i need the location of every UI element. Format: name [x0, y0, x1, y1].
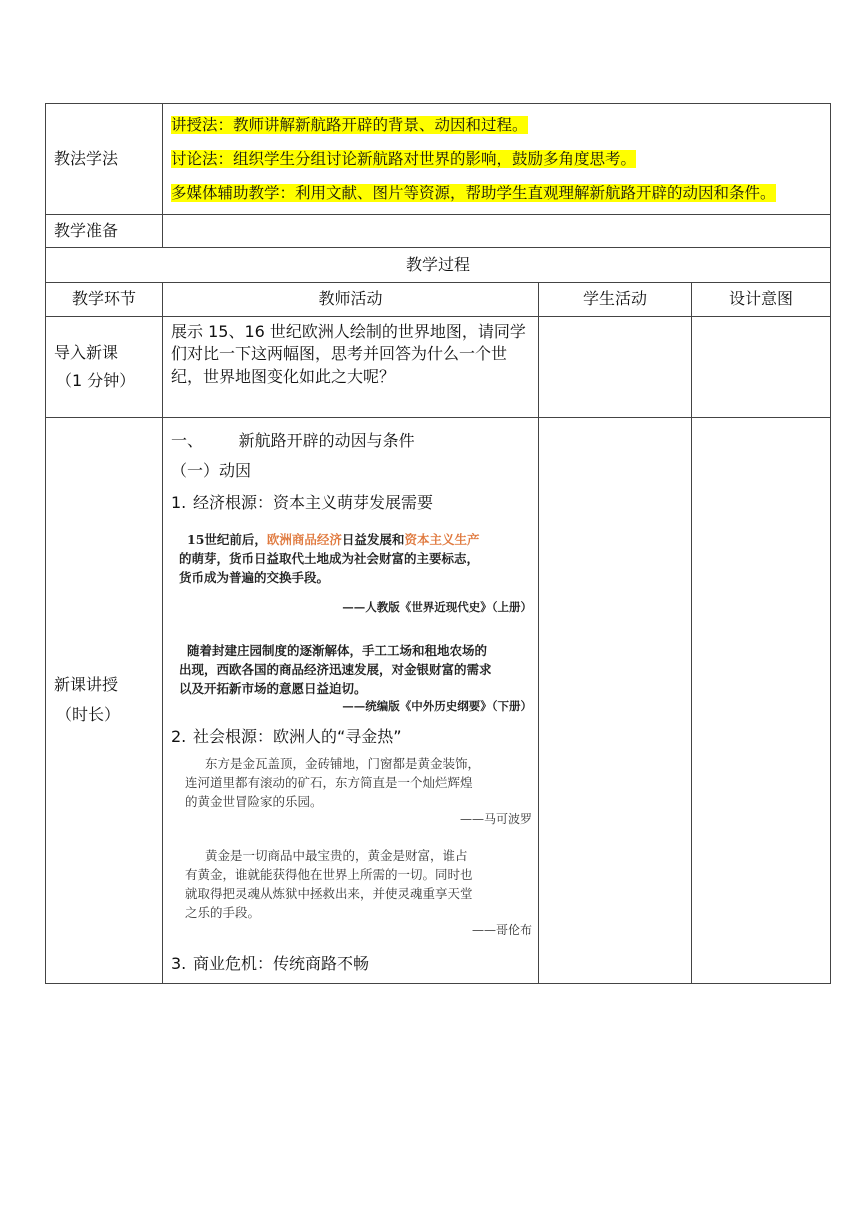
prep-label: 教学准备 — [46, 215, 163, 248]
process-title-row — [46, 248, 831, 283]
intro-teacher-activity: 展示 15、16 世纪欧洲人绘制的世界地图，请同学们对比一下这两幅图，思考并回答为什么一个世纪，世界地图变化如此之大呢？ — [163, 317, 539, 418]
intro-label-cell — [46, 317, 163, 418]
header-stage: 教学环节 — [46, 283, 163, 317]
point-3: 3. 商业危机：传统商路不畅 — [171, 953, 370, 973]
point-1: 1. 经济根源：资本主义萌芽发展需要 — [171, 493, 434, 512]
header-intent: 设计意图 — [692, 283, 831, 317]
lesson-label-cell — [46, 418, 163, 984]
method-discussion: 讨论法：组织学生分组讨论新航路对世界的影响，鼓励多角度思考。 — [171, 150, 637, 168]
method-multimedia: 多媒体辅助教学：利用文献、图片等资源，帮助学生直观理解新航路开辟的动因和条件。 — [171, 184, 776, 202]
quote-columbus: 黄金是一切商品中最宝贵的，黄金是财富，谁占 有黄金，谁就能获得他在世界上所需的一切。同时也 就取得把灵魂从炼狱中拯救出来，并使灵魂重享天堂 之乐的手段。 ——哥伦布 — [185, 847, 532, 937]
prep-value — [163, 215, 831, 248]
header-student: 学生活动 — [539, 283, 692, 317]
quote-textbook-2: 随着封建庄园制度的逐渐解体，手工工场和租地农场的 出现，西欧各国的商品经济迅速发展，对金银财富的需求 以及开拓新市场的意愿日益迫切。 ——统编版《中外历史纲要》（下册） — [179, 643, 532, 714]
prep-row — [46, 215, 831, 248]
methods-content — [163, 104, 831, 215]
methods-label: 教法学法 — [46, 104, 163, 215]
methods-row — [46, 104, 831, 215]
method-lecture: 讲授法：教师讲解新航路开辟的背景、动因和过程。 — [171, 116, 528, 134]
intro-label: 导入新课 — [54, 342, 119, 362]
quote-textbook-1: 15世纪前后，欧洲商品经济日益发展和资本主义生产 的萌芽，货币日益取代土地成为社会财富的主要标志， 货币成为普遍的交换手段。 ——人教版《世界近现代史》（上册） — [179, 532, 532, 614]
header-row — [46, 283, 831, 317]
intro-student-activity — [539, 317, 692, 418]
section-heading: 一、 新航路开辟的动因与条件 — [171, 431, 415, 450]
point-2: 2. 社会根源：欧洲人的“寻金热” — [171, 727, 402, 747]
lesson-time: （时长） — [56, 705, 121, 725]
lesson-label: 新课讲授 — [54, 675, 119, 694]
header-teacher: 教师活动 — [163, 283, 539, 317]
lesson-student-activity — [539, 418, 692, 984]
intro-row — [46, 317, 831, 418]
lesson-plan-table — [45, 103, 831, 984]
lesson-row — [46, 418, 831, 984]
lesson-design-intent — [692, 418, 831, 984]
intro-design-intent — [692, 317, 831, 418]
subsection-heading: （一）动因 — [171, 461, 252, 480]
lesson-teacher-activity — [163, 418, 539, 984]
quote-marco-polo: 东方是金瓦盖顶，金砖铺地，门窗都是黄金装饰， 连河道里都有滚动的矿石，东方简直是一个灿烂辉煌 的黄金世冒险家的乐园。 ——马可波罗 — [185, 756, 532, 827]
intro-time: （1 分钟） — [56, 371, 136, 390]
process-title: 教学过程 — [46, 248, 831, 283]
